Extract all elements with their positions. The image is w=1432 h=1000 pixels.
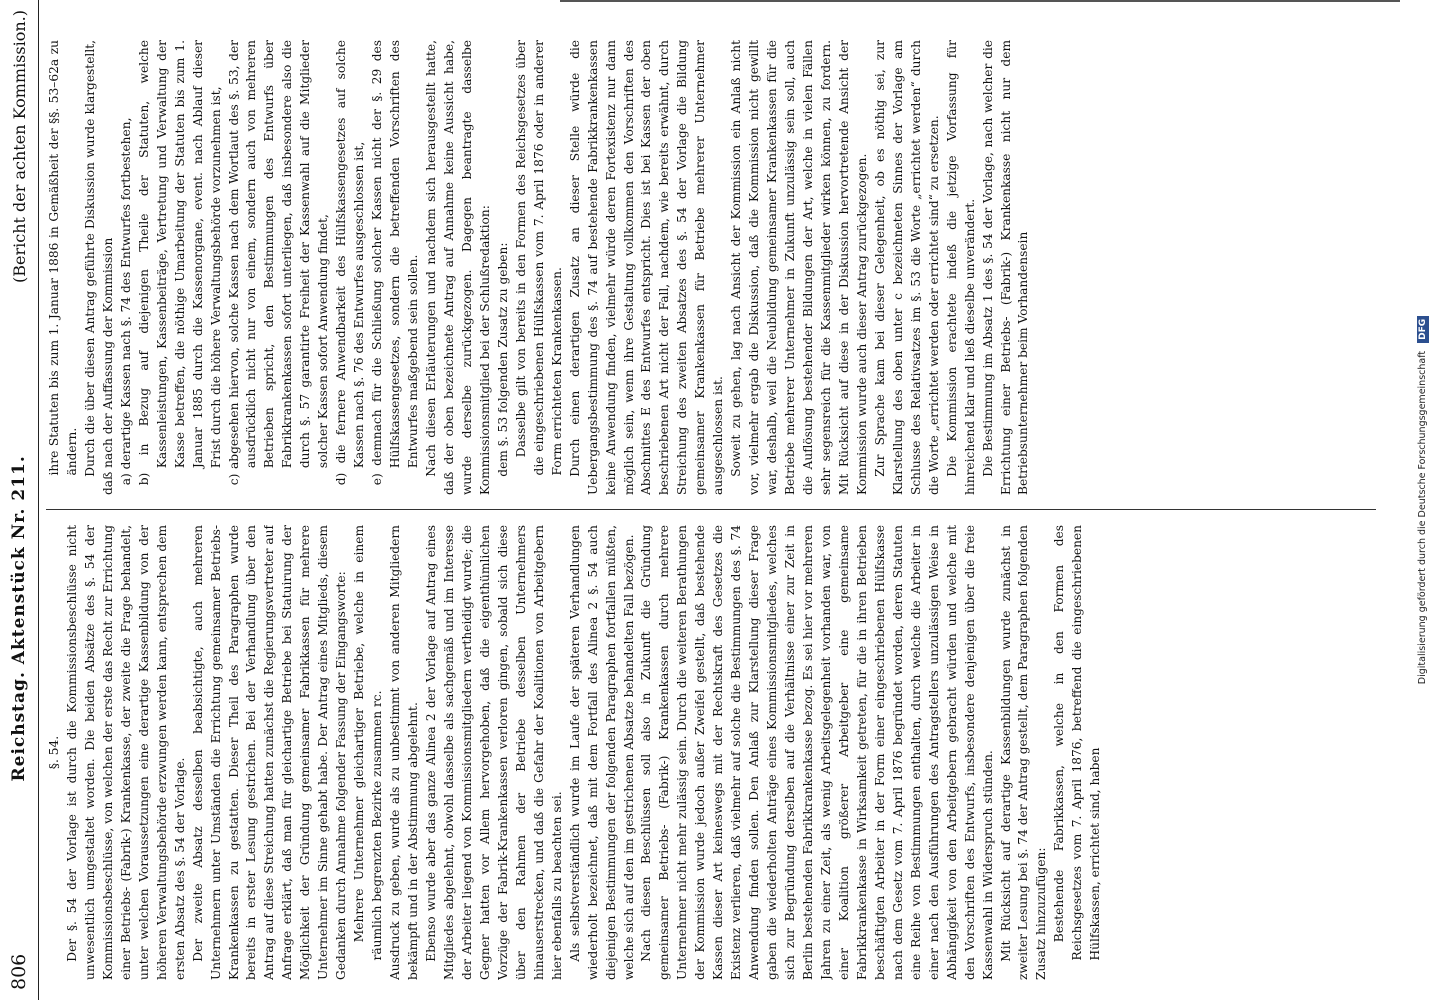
right-column	[46, 40, 1376, 495]
paragraph: Ebenso wurde aber das ganze Alinea 2 der Vorlage auf Antrag eines Mitgliedes abgelehnt, obwohl dasselbe als sachgemäß und im Interesse der Arbeiter liegend von Kommissionsmitgliedern vertheidigt wurde; die Gegner hatten vor Allem hervorgehoben, daß die eigenthümlichen Vorzüge der Fabrik-Krankenkassen verloren gingen, sobald sich diese über den Rahmen der Betriebe desselben Unternehmers hinauserstrecken, und daß die Gefahr der Koalitionen von Arbeitgebern hier ebenfalls zu beachten sei.	[424, 525, 564, 980]
header-rule	[38, 0, 39, 1000]
running-header	[4, 10, 34, 990]
paragraph: Als selbstverständlich wurde im Laufe der späteren Verhandlungen wiederholt bezeichnet, daß mit dem Fortfall des Alinea 2 §. 54 auch diejenigen Bestimmungen der folgenden Paragraphen fortfallen müßten, welche sich auf den im gestrichenen Absatze behandelten Fall bezögen.	[567, 525, 636, 980]
quoted-text: ihre Statuten bis zum 1. Januar 1886 in Gemäßheit der §§. 53–62a zu ändern.	[47, 40, 79, 476]
quoted-text: Dasselbe gilt von bereits in den Formen des Reichsgesetzes über die eingeschriebenen Hülfskassen vom 7. April 1876 oder in anderer Form errichteten Krankenkassen.	[513, 40, 564, 476]
paragraph: Soweit zu gehen, lag nach Ansicht der Kommission ein Anlaß nicht vor, vielmehr ergab die Diskussion, daß die Kommission nicht gewillt war, deshalb, weil die Neubildung gemeinsamer Krankenkassen für die Betriebe mehrerer Unternehmer in Zukunft unzulässig sein soll, auch die Auflösung bestehender Bildungen der Art, welche in vielen Fällen sehr segensreich für die Kassenmitglieder wirken können, zu fordern. Mit Rücksicht auf diese in der Diskussion hervortretende Ansicht der Kommission wurde auch dieser Antrag zurückgezogen.	[729, 40, 869, 495]
paragraph: Der zweite Absatz desselben beabsichtigte, auch mehreren Unternehmern unter Umständen die Errichtung gemeinsamer Betriebs-Krankenkassen zu gestatten. Dieser Theil des Paragraphen wurde bereits in erster Lesung gestrichen. Bei der Verhandlung über den Antrag auf diese Streichung hatten zunächst die Regierungsvertreter auf Anfrage erklärt, daß man für gleichartige Betriebe bei Statuirung der Möglichkeit der Gründung gemeinsamer Fabrikkassen für mehrere Unternehmer im Sinne gehabt habe. Der Antrag eines Mitglieds, diesem Gedanken durch Annahme folgender Fassung der Eingangsworte:	[190, 525, 349, 980]
paragraph: Durch die über diesen Antrag geführte Diskussion wurde klargestellt, daß nach der Auffassung der Kommission	[82, 40, 115, 495]
section-heading: §. 54.	[47, 735, 61, 770]
page-title: Reichstag. Aktenstück Nr. 211.	[9, 455, 29, 782]
page-number: 806	[8, 953, 30, 990]
page-subtitle: (Bericht der achten Kommission.)	[9, 10, 29, 283]
paragraph: dem §. 53 folgenden Zusatz zu geben:	[495, 242, 510, 477]
paragraph: Durch einen derartigen Zusatz an dieser Stelle würde die Uebergangsbestimmung des §. 74 auf bestehende Fabrikkrankenkassen keine Anwendung finden, vielmehr würde deren Fortexistenz nur dann möglich sein, wenn ihre Gestaltung vollkommen den Vorschriften des Abschnittes E des Entwurfes entspricht. Dies ist bei Kassen der oben beschriebenen Art nicht der Fall, nachdem, wie bereits erwähnt, durch Streichung des zweiten Absatzes des §. 54 der Vorlage die Bildung gemeinsamer Krankenkassen für Betriebe mehrerer Unternehmer ausgeschlossen ist.	[567, 40, 726, 495]
paragraph: Zur Sprache kam bei dieser Gelegenheit, ob es nöthig sei, zur Klarstellung des oben unter c bezeichneten Sinnes der Vorlage am Schlusse des Relativsatzes im §. 53 die Worte „errichtet werden“ durch die Worte „errichtet werden oder errichtet sind“ zu ersetzen.	[872, 40, 941, 495]
quoted-text: Mehrere Unternehmer gleichartiger Betriebe, welche in einem räumlich begrenzten Bezirke zusammen rc.	[352, 525, 385, 961]
list-item: c) abgesehen hiervon, solche Kassen nach dem Wortlaut des §. 53, der ausdrücklich nicht nur von einem, sondern auch von mehreren Betrieben spricht, den Bestimmungen des Entwurfs über Fabrikkrankenkassen sofort unterliegen, daß insbesondere also die durch §. 57 garantirte Freiheit der Kassenwahl auf die Mitglieder solcher Kassen sofort Anwendung findet,	[226, 40, 331, 486]
paragraph: Der §. 54 der Vorlage ist durch die Kommissionsbeschlüsse nicht unwesentlich umgestaltet worden. Die beiden Absätze des §. 54 der Kommissionsbeschlüsse, von welchen der erste das Recht zur Errichtung einer Betriebs- (Fabrik-) Krankenkasse, der zweite die Frage behandelt, unter welchen Voraussetzungen eine derartige Kassenbildung von der höheren Verwaltungsbehörde erzwungen werden kann, entsprechen dem ersten Absatz des §. 54 der Vorlage.	[64, 525, 187, 980]
paragraph: Mit Rücksicht auf derartige Kassenbildungen wurde zunächst in zweiter Lesung bei §. 74 der Antrag gestellt, dem Paragraphen folgenden Zusatz hinzuzufügen:	[998, 525, 1049, 980]
quoted-text: Bestehende Fabrikkassen, welche in den Formen des Reichsgesetzes vom 7. April 1876, betreffend die eingeschriebenen Hülfskassen, errichtet sind, haben	[1052, 525, 1103, 961]
dfg-logo: DFG	[1417, 316, 1429, 343]
list-item: b) in Bezug auf diejenigen Theile der Statuten, welche Kassenleistungen, Kassenbeiträge, Vertretung und Verwaltung der Kasse betreffen, die nöthige Umarbeitung der Statuten bis zum 1. Januar 1885 durch die Kassenorgane, event. nach Ablauf dieser Frist durch die höhere Verwaltungsbehörde vorzunehmen ist,	[136, 40, 223, 486]
left-column	[46, 525, 1376, 980]
paragraph: Die Kommission erachtete indeß die jetzige Vorfassung für hinreichend klar und ließ dieselbe unverändert.	[944, 40, 977, 495]
paragraph: Ausdruck zu geben, wurde als zu unbestimmt von anderen Mitgliedern bekämpft und in der Abstimmung abgelehnt.	[388, 525, 421, 980]
digitization-credit	[1415, 0, 1431, 1000]
paragraph: Nach diesen Erläuterungen und nachdem sich herausgestellt hatte, daß der oben bezeichnete Antrag auf Annahme keine Aussicht habe, wurde derselbe zurückgezogen. Dagegen beantragte dasselbe Kommissionsmitglied bei der Schlußredaktion:	[424, 40, 492, 495]
list-item: e) demnach für die Schließung solcher Kassen nicht der §. 29 des Hülfskassengesetzes, sondern die betreffenden Vorschriften des Entwurfes maßgebend sein sollen.	[370, 40, 421, 486]
list-item: a) derartige Kassen nach §. 74 des Entwurfes fortbestehen,	[118, 117, 133, 486]
column-divider	[46, 509, 1376, 510]
credit-text: Digitalisierung gefördert durch die Deutsche Forschungsgemeinschaft	[1417, 350, 1428, 685]
paragraph: Nach diesen Beschlüssen soll also in Zukunft die Gründung gemeinsamer Betriebs- (Fabrik-) Krankenkassen durch mehrere Unternehmer nicht mehr zulässig sein. Durch die weiteren Berathungen der Kommission wurde jedoch außer Zweifel gestellt, daß bestehende Kassen dieser Art keineswegs mit der Rechtskraft des Gesetzes die Existenz verlieren, daß vielmehr auf solche die Bestimmungen des §. 74 Anwendung finden sollen. Den Anlaß zur Klarstellung dieser Frage gaben die wiederholten Anträge eines Kommissionsmitgliedes, welches sich zur Begründung derselben auf die Verhältnisse einer zur Zeit in Berlin bestehenden Fabrikkrankenkasse bezog. Es sei hier vor mehreren Jahren zu einer Zeit, als wenig Arbeitsgelegenheit vorhanden war, von einer Koalition größerer Arbeitgeber eine gemeinsame Fabrikkrankenkasse in Wirksamkeit getreten, für die in ihren Betrieben beschäftigten Arbeiter in der Form einer eingeschriebenen Hülfskasse nach dem Gesetz vom 7. April 1876 begründet worden, deren Statuten eine Reihe von Bestimmungen enthalten, durch welche die Arbeiter in einer nach den Ausführungen des Antragstellers unzulässigen Weise in Abhängigkeit von den Arbeitgebern gebracht würden und welche mit den Vorschriften des Entwurfs, insbesondere denjenigen über die freie Kassenwahl in Widerspruch stünden.	[639, 525, 995, 980]
list-item: d) die fernere Anwendbarkeit des Hülfskassengesetzes auf solche Kassen nach §. 76 des Entwurfes ausgeschlossen ist,	[334, 40, 367, 486]
paragraph: Die Bestimmung im Absatz 1 des §. 54 der Vorlage, nach welcher die Errichtung einer Betriebs- (Fabrik-) Krankenkasse nicht nur dem Betriebsunternehmer beim Vorhandensein	[980, 40, 1031, 495]
